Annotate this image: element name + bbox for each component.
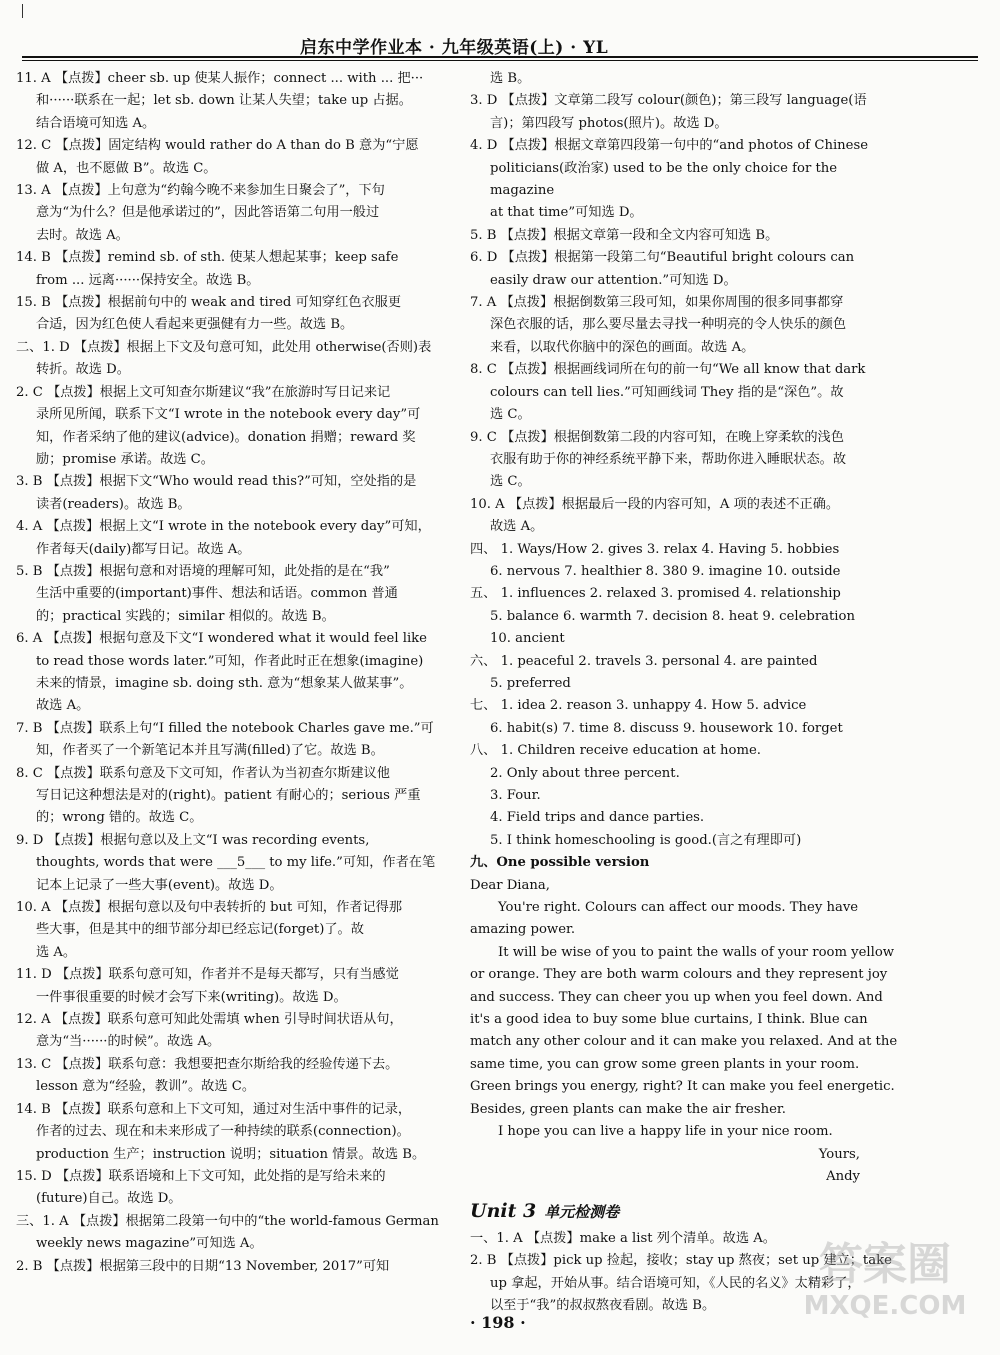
answer-line bbox=[16, 875, 456, 897]
answer-line bbox=[16, 427, 456, 449]
answer-line bbox=[16, 292, 456, 314]
answer-line bbox=[16, 673, 456, 695]
answer-text: 【点拨】根据上文“I wrote in the notebook every day”可知， bbox=[46, 519, 431, 535]
answer-line bbox=[470, 763, 900, 785]
answer-text: 的；wrong 错的。故选 C。 bbox=[36, 810, 203, 826]
answer-text: 3. Four. bbox=[490, 788, 541, 803]
answer-text: 【点拨】根据画线词所在句的前一句“We all know that dark bbox=[501, 362, 866, 378]
answer-line bbox=[16, 852, 456, 874]
answer-text: 【点拨】根据文章第一段和全文内容可知选 B。 bbox=[500, 227, 779, 243]
answer-text: 些大事，但是其中的细节部分却已经忘记(forget)了。故 bbox=[36, 922, 364, 938]
answer-line bbox=[16, 1099, 456, 1121]
unit-title: Unit 3 bbox=[470, 1200, 537, 1223]
letter-signature: Andy bbox=[826, 1168, 860, 1184]
answer-line bbox=[16, 1121, 456, 1143]
answer-line bbox=[16, 1256, 456, 1278]
answer-text: weekly news magazine”可知选 A。 bbox=[36, 1236, 263, 1252]
answer-line bbox=[16, 90, 456, 112]
answer-number: 6. D bbox=[470, 250, 502, 266]
answer-number: 13. A bbox=[16, 183, 55, 199]
answer-number: 11. A bbox=[16, 71, 55, 86]
answer-text: 一件事很重要的时候才会写下来(writing)。故选 D。 bbox=[36, 989, 347, 1005]
answer-line bbox=[16, 225, 456, 247]
answer-line bbox=[16, 382, 456, 404]
answer-line bbox=[470, 68, 900, 90]
answer-line bbox=[16, 740, 456, 762]
answer-text: 意为“当······的时候”。故选 A。 bbox=[36, 1034, 221, 1050]
answer-line bbox=[16, 606, 456, 628]
answer-line bbox=[470, 651, 900, 673]
answer-number: 五、 bbox=[470, 586, 501, 602]
answer-text: 【点拨】联系句意：我想要把查尔斯给我的经验传递下去。 bbox=[55, 1056, 399, 1072]
letter-paragraph: It will be wise of you to paint the walls of your room yellow or orange. They are both warm colours and they represent joy and success. They can cheer you up when you feel down. And it's a good idea to buy some blue curtains, I think. Blue can match any other colour and it can make you relaxed. And at the same time, you can grow some green plants in your room. Green brings you energy, right? It can make you feel energetic. Besides, green plants can make the air fresher. bbox=[470, 944, 898, 1117]
answer-line bbox=[16, 494, 456, 516]
answer-text: 转折。故选 D。 bbox=[36, 362, 130, 378]
answer-text: 做 A，也不愿做 B”。故选 C。 bbox=[36, 160, 217, 176]
answer-number: 2. C bbox=[16, 384, 48, 400]
answer-line bbox=[470, 90, 900, 112]
answer-text: 1. peaceful 2. travels 3. personal 4. are painted bbox=[500, 653, 818, 669]
answer-number: 7. B bbox=[16, 720, 47, 736]
answer-text: 生活中重要的(important)事件、想法和话语。common 普通 bbox=[36, 586, 398, 602]
answer-text: 言)；第四段写 photos(照片)。故选 D。 bbox=[490, 115, 728, 131]
answer-line bbox=[470, 202, 900, 224]
answer-number: 八、 bbox=[470, 743, 501, 759]
answer-text: 【点拨】根据第三段中的日期“13 November, 2017”可知 bbox=[46, 1258, 390, 1274]
answer-text: 和······联系在一起；let sb. down 让某人失望；take up 占据。 bbox=[36, 93, 412, 109]
answer-text: 记本上记录了一些大事(event)。故选 D。 bbox=[36, 877, 283, 893]
answer-text: 故选 A。 bbox=[36, 698, 90, 714]
answer-text: 以至于“我”的叔叔熬夜看剧。故选 B。 bbox=[490, 1297, 716, 1313]
header-rule-thin bbox=[22, 60, 978, 61]
answer-line bbox=[470, 494, 900, 516]
answer-line bbox=[16, 516, 456, 538]
answer-line bbox=[16, 897, 456, 919]
answer-line bbox=[470, 292, 900, 314]
answer-number: 9. D bbox=[16, 832, 48, 848]
answer-text: 【点拨】根据第二段第一句中的“the world-famous German bbox=[72, 1213, 439, 1229]
answer-line bbox=[470, 337, 900, 359]
letter-closing: Yours, bbox=[818, 1146, 860, 1162]
answer-line bbox=[16, 987, 456, 1009]
answer-text: 【点拨】固定结构 would rather do A than do B 意为“宁愿 bbox=[55, 138, 419, 154]
answer-text: 【点拨】根据最后一段的内容可知，A 项的表述不正确。 bbox=[508, 496, 840, 512]
answer-text: 作者的过去、现在和未来形成了一种持续的联系(connection)。 bbox=[36, 1124, 410, 1140]
header-title: 启东中学作业本 · 九年级英语(上) · YL bbox=[300, 38, 609, 58]
answer-text: 选 B。 bbox=[490, 71, 531, 86]
answer-text: 【点拨】根据上下文及句意可知，此处用 otherwise(否则)表 bbox=[73, 339, 432, 355]
answer-text: 【点拨】pick up 捡起，接收；stay up 熬夜；set up 建立；take bbox=[500, 1253, 892, 1269]
answer-line bbox=[16, 1166, 456, 1188]
answer-text: lesson 意为“经验，教训”。故选 C。 bbox=[36, 1079, 256, 1095]
answer-number: 11. D bbox=[16, 967, 56, 983]
answer-number: 四、 bbox=[470, 541, 501, 557]
answer-text: 【点拨】根据句意和对语境的理解可知，此处指的是在“我” bbox=[46, 563, 390, 579]
answer-number: 二、1. D bbox=[16, 339, 74, 355]
answer-line bbox=[470, 583, 900, 605]
answer-text: production 生产；instruction 说明；situation 情景。故选 B。 bbox=[36, 1146, 426, 1162]
answer-text: 写日记这种想法是对的(right)。patient 有耐心的；serious 严重 bbox=[36, 788, 421, 803]
answer-number: 3. D bbox=[470, 93, 502, 109]
answer-text: 5. I think homeschooling is good.(言之有理即可) bbox=[490, 832, 802, 848]
answer-line bbox=[470, 427, 900, 449]
letter-body bbox=[470, 897, 900, 1143]
answer-line bbox=[16, 1076, 456, 1098]
answer-text: 【点拨】根据句意以及上文“I was recording events, bbox=[47, 832, 370, 848]
answer-text: easily draw our attention.”可知选 D。 bbox=[490, 272, 737, 288]
page-number: · 198 · bbox=[470, 1313, 526, 1332]
answer-text: 4. Field trips and dance parties. bbox=[490, 810, 705, 826]
answer-number: 三、1. A bbox=[16, 1213, 73, 1229]
right-column bbox=[470, 68, 900, 1317]
writing-section bbox=[470, 852, 900, 1188]
answer-text: 励；promise 承诺。故选 C。 bbox=[36, 451, 214, 467]
answer-line bbox=[470, 270, 900, 292]
answer-list-top bbox=[470, 68, 900, 852]
answer-text: 【点拨】联系句意和上下文可知，通过对生活中事件的记录， bbox=[55, 1101, 412, 1117]
answer-text: 【点拨】根据文章第四段第一句中的“and photos of Chinese bbox=[501, 138, 869, 154]
unit-subtitle: 单元检测卷 bbox=[544, 1203, 620, 1222]
answer-text: 【点拨】文章第二段写 colour(颜色)；第三段写 language(语 bbox=[501, 93, 867, 109]
answer-line bbox=[16, 785, 456, 807]
answer-number: 6. A bbox=[16, 631, 47, 647]
answer-line bbox=[16, 135, 456, 157]
answer-text: 录所见所闻，联系下文“I wrote in the notebook every day”可 bbox=[36, 407, 421, 423]
answer-text: 【点拨】上句意为“约翰今晚不来参加生日聚会了”，下句 bbox=[54, 183, 385, 199]
answer-text: 【点拨】remind sb. of sth. 使某人想起某事；keep safe bbox=[55, 250, 399, 266]
answer-text: 来看，以取代你脑中的深色的画面。故选 A。 bbox=[490, 339, 755, 355]
answer-line bbox=[470, 740, 900, 762]
answer-text: 意为“为什么？但是他承诺过的”，因此答语第二句用一般过 bbox=[36, 205, 380, 221]
answer-text: 1. idea 2. reason 3. unhappy 4. How 5. advice bbox=[500, 698, 807, 714]
answer-line bbox=[16, 1144, 456, 1166]
answer-text: 【点拨】联系句意及下文可知，作者认为当初查尔斯建议他 bbox=[47, 765, 390, 781]
answer-number: 8. C bbox=[16, 765, 48, 781]
answer-line bbox=[16, 180, 456, 202]
answer-line bbox=[470, 673, 900, 695]
answer-number: 3. B bbox=[16, 474, 47, 490]
answer-text: 【点拨】联系上句“I filled the notebook Charles gave me.”可 bbox=[46, 720, 434, 736]
answer-line bbox=[470, 314, 900, 336]
answer-text: 【点拨】联系语境和上下文可知，此处指的是写给未来的 bbox=[55, 1168, 386, 1184]
answer-line bbox=[16, 337, 456, 359]
answer-text: 深色衣服的话，那么要尽量去寻找一种明亮的令人快乐的颜色 bbox=[490, 317, 847, 333]
answer-text: 【点拨】联系句意可知此处需填 when 引导时间状语从句， bbox=[54, 1012, 403, 1028]
answer-line bbox=[16, 1031, 456, 1053]
answer-number: 7. A bbox=[470, 295, 501, 311]
page-header bbox=[0, 0, 1000, 58]
left-column bbox=[16, 68, 456, 1278]
answer-line bbox=[470, 695, 900, 717]
letter-greeting: Dear Diana, bbox=[470, 877, 550, 893]
answer-number: 15. D bbox=[16, 1168, 56, 1184]
answer-text: 去时。故选 A。 bbox=[36, 227, 129, 243]
answer-line bbox=[470, 135, 900, 157]
answer-line bbox=[16, 270, 456, 292]
answer-number: 2. B bbox=[16, 1258, 47, 1274]
answer-number: 10. A bbox=[16, 900, 55, 916]
answer-line bbox=[470, 404, 900, 426]
answer-text: 10. ancient bbox=[490, 631, 565, 647]
watermark-url: MXQE.COM bbox=[803, 1291, 967, 1321]
answer-text: politicians(政治家) used to be the only choice for the magazine bbox=[490, 160, 838, 199]
answer-line bbox=[470, 516, 900, 538]
answer-number: 5. B bbox=[16, 563, 47, 579]
answer-line bbox=[16, 830, 456, 852]
answer-line bbox=[16, 314, 456, 336]
answer-line bbox=[16, 964, 456, 986]
answer-line bbox=[470, 539, 900, 561]
answer-text: 作者每天(daily)都写日记。故选 A。 bbox=[36, 541, 251, 557]
answer-text: at that time”可知选 D。 bbox=[490, 205, 643, 221]
answer-line bbox=[16, 247, 456, 269]
letter-paragraph: I hope you can live a happy life in your nice room. bbox=[498, 1124, 833, 1140]
answer-line bbox=[16, 359, 456, 381]
answer-line bbox=[16, 1188, 456, 1210]
answer-line bbox=[16, 539, 456, 561]
answer-line bbox=[16, 113, 456, 135]
answer-text: (future)自己。故选 D。 bbox=[36, 1191, 182, 1207]
answer-line bbox=[470, 158, 900, 203]
header-rule bbox=[22, 56, 978, 58]
answer-number: 12. C bbox=[16, 138, 56, 154]
answer-line bbox=[16, 718, 456, 740]
answer-number: 5. B bbox=[470, 227, 501, 243]
answer-line bbox=[16, 1009, 456, 1031]
answer-line bbox=[16, 628, 456, 650]
answer-line bbox=[16, 763, 456, 785]
letter-paragraph: You're right. Colours can affect our moods. They have amazing power. bbox=[470, 900, 859, 938]
answer-number: 13. C bbox=[16, 1056, 56, 1072]
answer-line bbox=[16, 651, 456, 673]
answer-number: 4. A bbox=[16, 519, 47, 535]
answer-text: 【点拨】根据前句中的 weak and tired 可知穿红色衣服更 bbox=[55, 295, 402, 311]
watermark-logo bbox=[790, 1239, 980, 1339]
answer-line bbox=[470, 247, 900, 269]
answer-text: 【点拨】根据上文可知查尔斯建议“我”在旅游时写日记来记 bbox=[47, 384, 391, 400]
answer-line bbox=[470, 225, 900, 247]
answer-text: 选 A。 bbox=[36, 944, 77, 960]
answer-number: 14. B bbox=[16, 250, 56, 266]
answer-number: 2. B bbox=[470, 1253, 501, 1269]
answer-text: 衣服有助于你的神经系统平静下来，帮助你进入睡眠状态。故 bbox=[490, 451, 847, 467]
answer-line bbox=[470, 449, 900, 471]
answer-line bbox=[470, 807, 900, 829]
answer-text: 合适，因为红色使人看起来更强健有力一些。故选 B。 bbox=[36, 317, 354, 333]
answer-text: up 拿起，开始从事。结合语境可知，《人民的名义》太精彩了， bbox=[490, 1275, 861, 1291]
answer-text: 1. Children receive education at home. bbox=[500, 743, 761, 759]
answer-text: 的；practical 实践的；similar 相似的。故选 B。 bbox=[36, 608, 335, 624]
answer-line bbox=[16, 471, 456, 493]
answer-text: 未来的情景，imagine sb. doing sth. 意为“想象某人做某事”。 bbox=[36, 675, 413, 691]
answer-line bbox=[470, 471, 900, 493]
answer-number: 10. A bbox=[470, 496, 509, 512]
answer-line bbox=[470, 382, 900, 404]
answer-line bbox=[16, 942, 456, 964]
answer-line bbox=[470, 359, 900, 381]
answer-line bbox=[470, 628, 900, 650]
answer-text: 6. nervous 7. healthier 8. 380 9. imagine 10. outside bbox=[490, 563, 841, 579]
answer-text: 【点拨】根据第一段第二句“Beautiful bright colours can bbox=[501, 250, 855, 266]
answer-line bbox=[16, 583, 456, 605]
answer-text: from ... 远离······保持安全。故选 B。 bbox=[36, 272, 260, 288]
answer-line bbox=[16, 919, 456, 941]
answer-line bbox=[470, 561, 900, 583]
answer-line bbox=[16, 561, 456, 583]
answer-number: 一、1. A bbox=[470, 1230, 527, 1246]
answer-text: 知，作者采纳了他的建议(advice)。donation 捐赠；reward 奖 bbox=[36, 429, 416, 445]
answer-line bbox=[470, 830, 900, 852]
answer-number: 14. B bbox=[16, 1101, 56, 1117]
answer-line bbox=[16, 695, 456, 717]
answer-line bbox=[16, 404, 456, 426]
corner-mark bbox=[22, 4, 23, 18]
answer-text: 1. influences 2. relaxed 3. promised 4. relationship bbox=[500, 586, 841, 602]
answer-line bbox=[16, 1211, 456, 1233]
answer-text: 【点拨】根据句意以及句中表转折的 but 可知，作者记得那 bbox=[54, 900, 403, 916]
answer-line bbox=[16, 158, 456, 180]
answer-text: 【点拨】根据倒数第三段可知，如果你周围的很多同事都穿 bbox=[500, 295, 844, 311]
answer-text: colours can tell lies.”可知画线词 They 指的是“深色”。故 bbox=[490, 384, 844, 400]
answer-text: 【点拨】根据句意及下文“I wondered what it would feel like bbox=[46, 631, 427, 647]
answer-number: 六、 bbox=[470, 653, 501, 669]
answer-number: 15. B bbox=[16, 295, 56, 311]
writing-label: 九、One possible version bbox=[470, 855, 650, 871]
answer-text: 【点拨】根据下文“Who would read this?”可知，空处指的是 bbox=[46, 474, 417, 490]
answer-text: 结合语境可知选 A。 bbox=[36, 115, 156, 131]
answer-text: 5. preferred bbox=[490, 675, 571, 691]
answer-line bbox=[16, 1054, 456, 1076]
answer-number: 4. D bbox=[470, 138, 502, 154]
answer-number: 8. C bbox=[470, 362, 502, 378]
answer-text: 选 C。 bbox=[490, 474, 531, 490]
answer-text: 故选 A。 bbox=[490, 519, 544, 535]
unit-heading bbox=[470, 1200, 900, 1223]
answer-number: 七、 bbox=[470, 698, 501, 714]
answer-text: 2. Only about three percent. bbox=[490, 765, 680, 781]
answer-text: 6. habit(s) 7. time 8. discuss 9. housework 10. forget bbox=[490, 720, 843, 736]
answer-line bbox=[470, 113, 900, 135]
answer-text: 读者(readers)。故选 B。 bbox=[36, 496, 191, 512]
answer-line bbox=[470, 606, 900, 628]
answer-text: 选 C。 bbox=[490, 407, 531, 423]
answer-line bbox=[16, 68, 456, 90]
answer-text: to read those words later.”可知，作者此时正在想象(imagine) bbox=[36, 653, 424, 669]
answer-line bbox=[16, 807, 456, 829]
answer-line bbox=[16, 449, 456, 471]
answer-text: 【点拨】根据倒数第二段的内容可知，在晚上穿柔软的浅色 bbox=[501, 429, 844, 445]
answer-text: thoughts, words that were ___5___ to my life.”可知，作者在笔 bbox=[36, 855, 436, 871]
answer-line bbox=[16, 202, 456, 224]
answer-number: 9. C bbox=[470, 429, 502, 445]
answer-text: 【点拨】cheer sb. up 使某人振作；connect ... with ... 把··· bbox=[54, 71, 424, 86]
answer-text: 1. Ways/How 2. gives 3. relax 4. Having 5. hobbies bbox=[500, 541, 840, 557]
answer-text: 5. balance 6. warmth 7. decision 8. heat 9. celebration bbox=[490, 608, 855, 624]
watermark-text: 答案圈 bbox=[819, 1239, 951, 1290]
answer-line bbox=[470, 718, 900, 740]
answer-number: 12. A bbox=[16, 1012, 55, 1028]
answer-text: 【点拨】make a list 列个清单。故选 A。 bbox=[526, 1230, 776, 1246]
answer-text: 知，作者买了一个新笔记本并且写满(filled)了它。故选 B。 bbox=[36, 743, 384, 759]
answer-line bbox=[470, 785, 900, 807]
answer-text: 【点拨】联系句意可知，作者并不是每天都写，只有当感觉 bbox=[55, 967, 399, 983]
answer-line bbox=[16, 1233, 456, 1255]
